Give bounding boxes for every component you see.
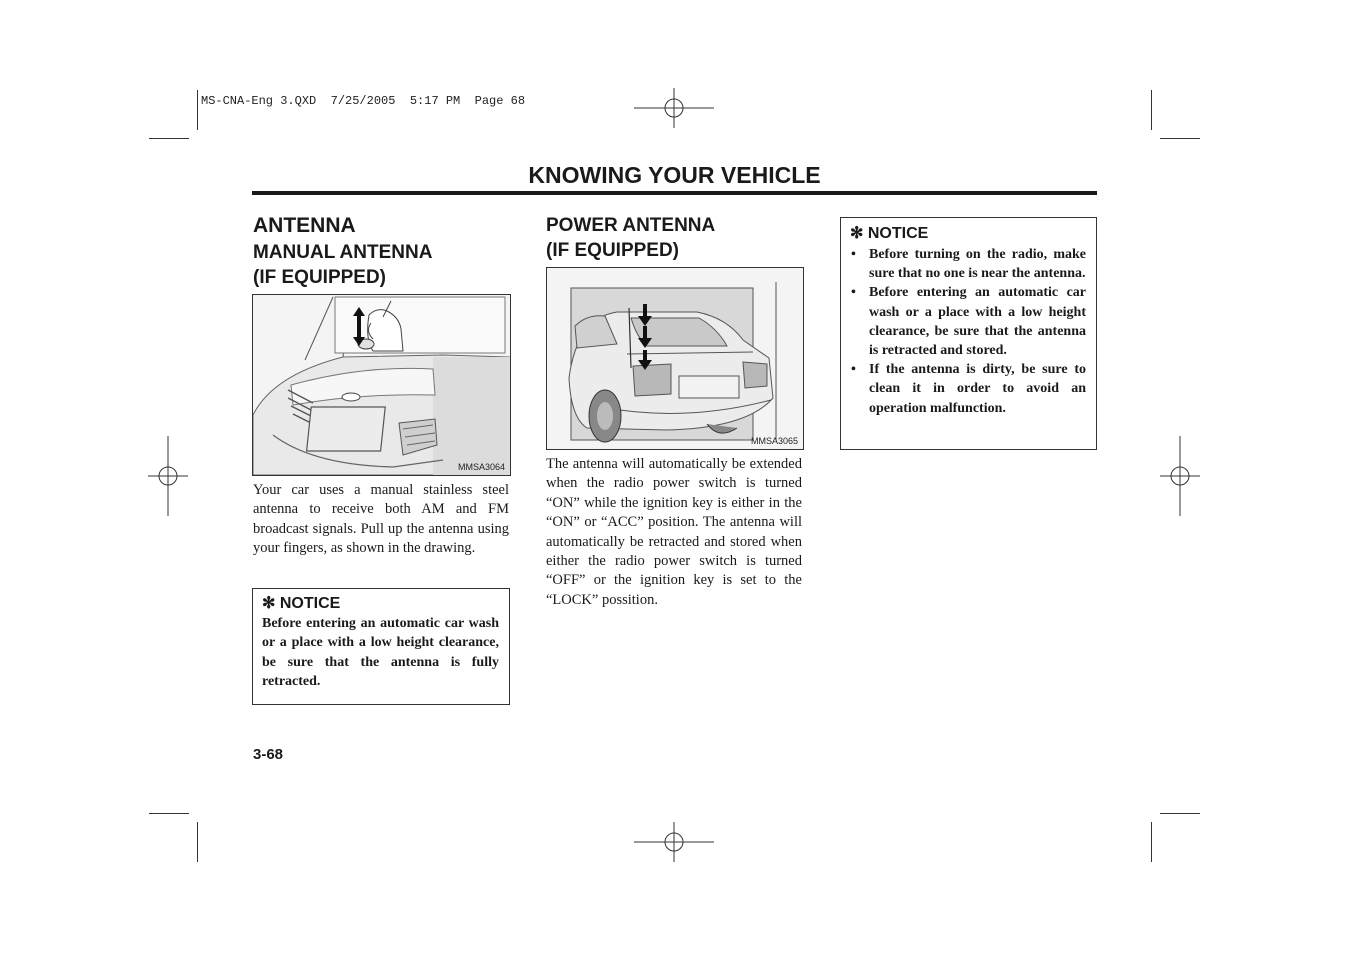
notice-text: Before entering an automatic car wash or a place with a low height clearance, be sure that the antenna is fully retracted. bbox=[262, 616, 499, 690]
registration-mark bbox=[634, 88, 714, 128]
asterisk-icon: ✻ bbox=[262, 595, 276, 612]
section-heading: ANTENNA bbox=[253, 214, 356, 237]
subsection-heading: MANUAL ANTENNA bbox=[253, 242, 433, 263]
car-rear-illustration bbox=[547, 268, 803, 449]
figure-code: MMSA3064 bbox=[457, 462, 505, 472]
header-rule bbox=[252, 191, 1097, 195]
car-rear-illustration bbox=[253, 295, 510, 475]
notice-box bbox=[252, 588, 510, 705]
notice-title: NOTICE bbox=[867, 225, 929, 242]
manual-antenna-description: Your car uses a manual stainless steel antenna to receive both AM and FM broadcast signals. Pull up the antenna using your fingers, as shown in the drawing. bbox=[253, 482, 509, 557]
crop-mark bbox=[149, 138, 189, 139]
manual-antenna-illustration bbox=[252, 294, 511, 476]
page-header-title: KNOWING YOUR VEHICLE bbox=[528, 162, 821, 188]
crop-mark bbox=[1160, 813, 1200, 814]
list-item: • Before turning on the radio, make sure that no one is near the antenna. bbox=[850, 245, 1086, 283]
crop-mark bbox=[1151, 90, 1152, 130]
section-heading: (IF EQUIPPED) bbox=[546, 240, 680, 261]
registration-mark bbox=[634, 822, 714, 862]
section-heading: POWER ANTENNA bbox=[546, 215, 716, 236]
asterisk-icon: ✻ bbox=[850, 225, 864, 242]
list-item: • Before entering an automatic car wash or a place with a low height clearance, be sure that the antenna is retracted and stored. bbox=[850, 283, 1086, 360]
registration-mark bbox=[1160, 436, 1200, 516]
crop-mark bbox=[197, 822, 198, 862]
page-number: 3-68 bbox=[253, 746, 284, 763]
notice-list bbox=[850, 245, 1086, 418]
crop-mark bbox=[197, 90, 198, 130]
notice-heading bbox=[262, 594, 499, 614]
crop-mark bbox=[1160, 138, 1200, 139]
print-slug: MS-CNA-Eng 3.QXD 7/25/2005 5:17 PM Page 68 bbox=[201, 94, 526, 108]
notice-box bbox=[840, 217, 1097, 450]
crop-mark bbox=[1151, 822, 1152, 862]
power-antenna-description: The antenna will automatically be extended when the radio power switch is turned “ON” while the ignition key is either in the “ON” or “ACC” position. The antenna will automatically be retracted and stored when either the radio power switch is turned “OFF” or the ignition key is set to the “LOCK” possition. bbox=[546, 456, 802, 608]
subsection-heading: (IF EQUIPPED) bbox=[253, 267, 387, 288]
notice-heading bbox=[850, 224, 1086, 244]
power-antenna-illustration bbox=[546, 267, 804, 450]
notice-title: NOTICE bbox=[279, 595, 341, 612]
figure-code: MMSA3065 bbox=[750, 436, 798, 446]
list-item: • If the antenna is dirty, be sure to clean it in order to avoid an operation malfunction. bbox=[850, 360, 1086, 418]
crop-mark bbox=[149, 813, 189, 814]
registration-mark bbox=[148, 436, 188, 516]
